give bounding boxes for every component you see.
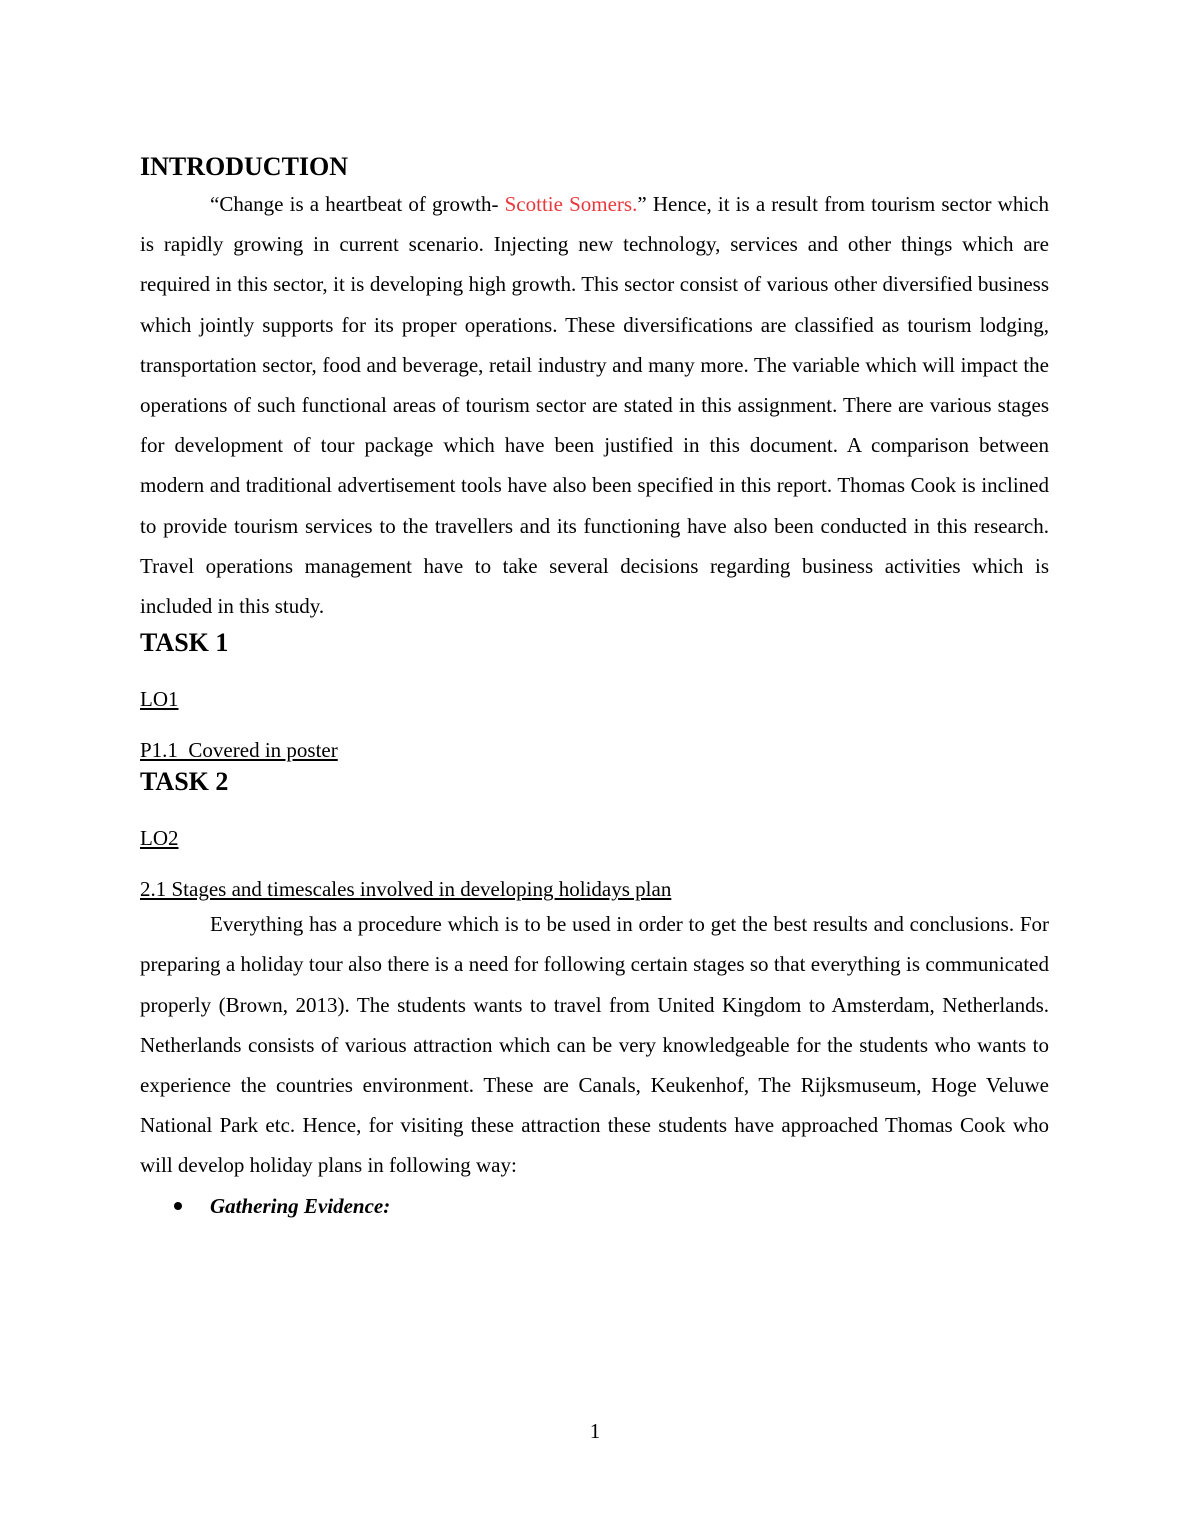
bullet-text: Gathering Evidence: (210, 1193, 391, 1218)
introduction-body-text: ” Hence, it is a result from tourism sector which is rapidly growing in current scenario. Injecting new technology, services and other things which are required in this sector, it is developing high growth. This sector consist of various other diversified business which jointly supports for its proper operations. These diversifications are classified as tourism lodging, transportation sector, food and beverage, retail industry and many more. The variable which will impact the operations of such functional areas of tourism sector are stated in this assignment. There are various stages for development of tour package which have been justified in this document. A comparison between modern and traditional advertisement tools have also been specified in this report. Thomas Cook is inclined to provide tourism services to the travellers and its functioning have also been conducted in this research. Travel operations management have to take several decisions regarding business activities which is included in this study. (140, 192, 1049, 619)
quote-text: “Change is a heartbeat of growth- (210, 192, 505, 216)
task2-heading: TASK 2 (140, 767, 229, 797)
document-page (140, 150, 1049, 1226)
bullet-icon (174, 1202, 182, 1210)
quote-author: Scottie Somers. (504, 192, 638, 216)
section-2-1-heading: 2.1 Stages and timescales involved in developing holidays plan (140, 877, 672, 902)
list-item (140, 1186, 1049, 1226)
task1-heading: TASK 1 (140, 628, 229, 658)
introduction-paragraph (140, 184, 1049, 626)
stages-paragraph: Everything has a procedure which is to be used in order to get the best results and conclusions. For preparing a holiday tour also there is a need for following certain stages so that everything is communicated properly (Brown, 2013). The students wants to travel from United Kingdom to Amsterdam, Netherlands. Netherlands consists of various attraction which can be very knowledgeable for the students who wants to experience the countries environment. These are Canals, Keukenhof, The Rijksmuseum, Hoge Veluwe National Park etc. Hence, for visiting these attraction these students have approached Thomas Cook who will develop holiday plans in following way: (140, 912, 1049, 1178)
p11-label: P1.1 Covered in poster (140, 738, 338, 763)
introduction-heading: INTRODUCTION (140, 152, 349, 181)
lo2-label: LO2 (140, 826, 179, 851)
lo1-label: LO1 (140, 687, 179, 712)
page-number: 1 (589, 1419, 601, 1443)
